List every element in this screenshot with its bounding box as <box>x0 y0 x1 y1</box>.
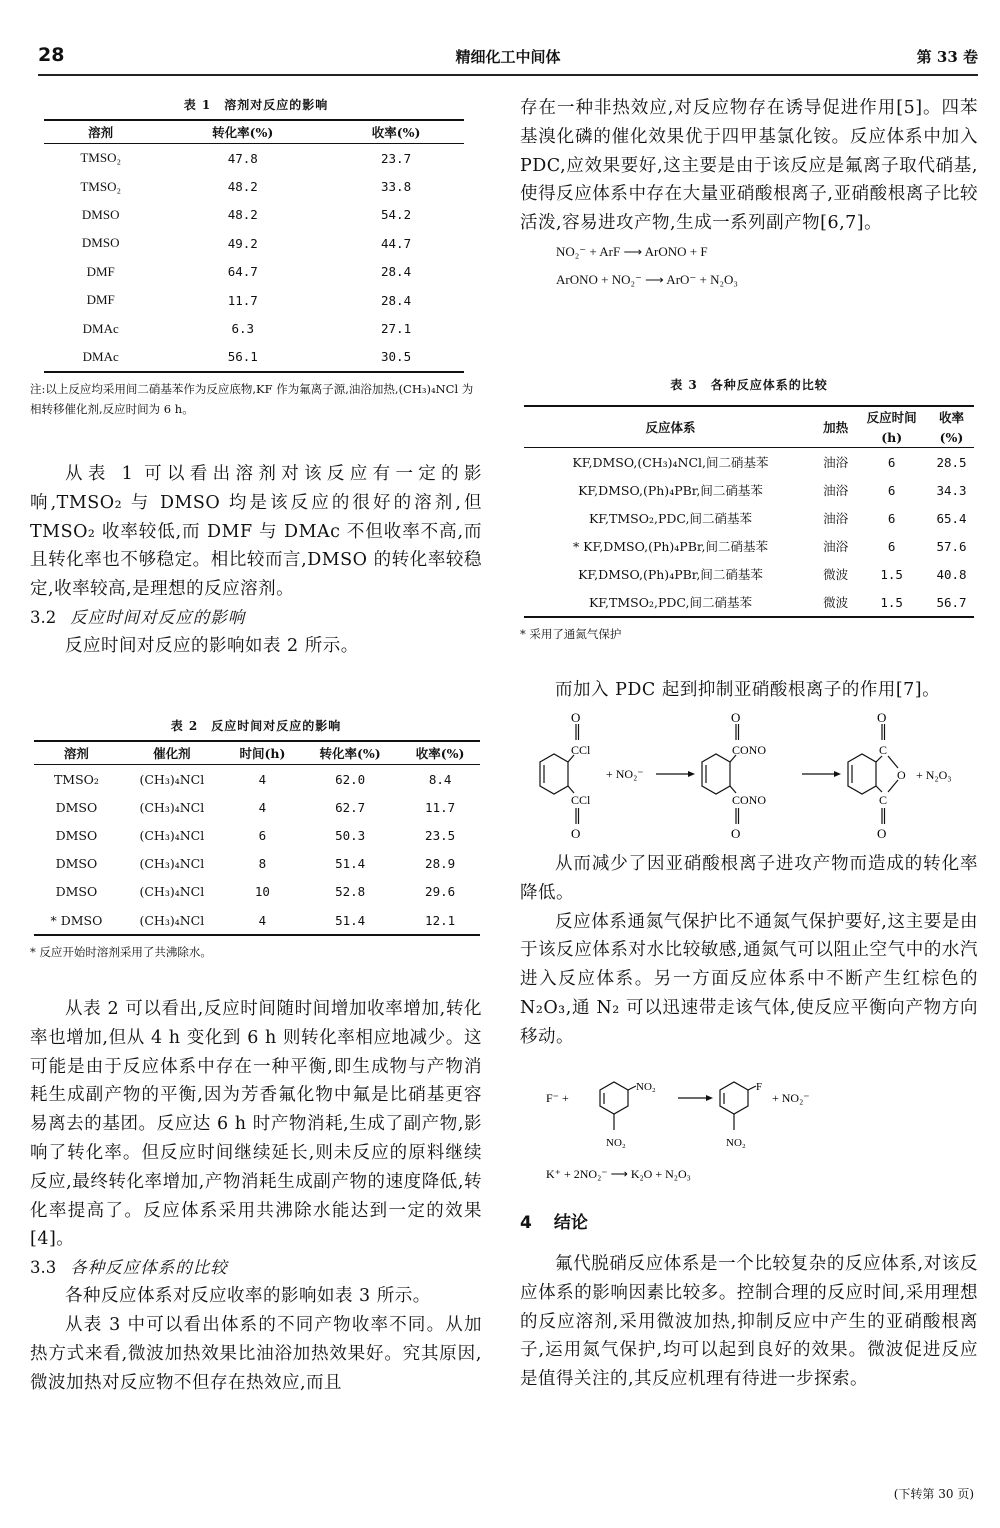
table-cell: KF,DMSO,(CH₃)₄NCl,间二硝基苯 <box>572 455 769 470</box>
table-cell: 23.7 <box>381 150 412 166</box>
equation-3: K⁺ + 2NO₂⁻ ⟶ K₂O + N₂O₃ <box>546 1167 691 1181</box>
table-cell: 6 <box>887 538 896 554</box>
table-cell: 54.2 <box>381 207 412 223</box>
scheme2-f-plus: F⁻ + <box>546 1091 569 1105</box>
table-cell: 油浴 <box>823 511 849 526</box>
table-cell: 40.8 <box>936 566 967 582</box>
section-number: 4 <box>520 1213 532 1233</box>
table3 <box>524 405 974 618</box>
section-title: 各种反应体系的比较 <box>70 1258 228 1278</box>
table3-header: 反应时间 <box>854 406 929 427</box>
table-row <box>524 476 974 504</box>
scheme1-plus-n2o3: + N₂O₃ <box>916 768 952 782</box>
table3-block <box>520 376 978 644</box>
table-cell: 28.4 <box>381 264 412 280</box>
table3-header: 收率 <box>929 406 974 427</box>
reaction-scheme-1 <box>520 712 980 847</box>
table-cell: 28.9 <box>425 856 456 872</box>
table2-header: 溶剂 <box>34 741 119 765</box>
paragraph: 从表 2 可以看出,反应时间随时间增加收率增加,转化率也增加,但从 4 h 变化到 6 h 则转化率相应地减少。这可能是由于反应体系中存在一种平衡,即生成物与产物消耗生成副产物的平衡,因为芳香氟化物中氟是比硝基更容易离去的基团。反应达 6 h 时产物消耗,生成了副产物,影响了转化率。但反应时间继续延长,则未反应的原料继续反应,最终转化率增加,产物消耗生成副产物的速度降低,转化率提高了。反应体系采用共沸除水能达到一定的效果[4]。 <box>30 999 482 1250</box>
table-cell: 微波 <box>817 588 854 617</box>
section-title: 结论 <box>553 1213 588 1233</box>
paragraph: 反应时间对反应的影响如表 2 所示。 <box>65 635 359 656</box>
page-header <box>38 40 978 76</box>
table-cell: 11.7 <box>227 292 258 308</box>
table-cell: 油浴 <box>823 455 849 470</box>
table1 <box>44 119 464 373</box>
table-cell: 47.8 <box>227 150 258 166</box>
table-row <box>44 144 464 173</box>
section-title: 反应时间对反应的影响 <box>70 607 246 627</box>
paragraph: 氟代脱硝反应体系是一个比较复杂的反应体系,对该反应体系的影响因素比较多。控制合理的反应时间,采用理想的反应溶剂,采用微波加热,抑制反应中产生的亚硝酸根离子,运用氮气保护,均可以起到良好的效果。微波促进反应是值得关注的,其反应机理有待进一步探索。 <box>520 1254 978 1390</box>
table-cell: 62.0 <box>335 771 366 787</box>
table-cell: TMSO₂ <box>53 771 99 787</box>
table2 <box>34 740 480 936</box>
paragraph: 而加入 PDC 起到抑制亚硝酸根离子的作用[7]。 <box>555 680 941 700</box>
table-cell: 33.8 <box>381 179 412 195</box>
table-row <box>34 878 480 906</box>
table-row <box>34 821 480 849</box>
table-row <box>524 532 974 560</box>
table2-header: 时间(h) <box>225 741 300 765</box>
table-row <box>44 258 464 286</box>
table-cell: DMSO <box>81 206 120 222</box>
table-cell: 10 <box>254 884 270 900</box>
table-cell: TMSO₂ <box>80 150 122 166</box>
equation-1: NO₂⁻ + ArF ⟶ ArONO + F <box>556 243 708 259</box>
table-cell: * KF,DMSO,(Ph)₄PBr,间二硝基苯 <box>572 539 768 554</box>
scheme1-ring-o: O <box>897 768 906 782</box>
table2-header: 收率(%) <box>400 741 480 765</box>
table-cell: 12.1 <box>400 906 480 935</box>
benzene-ring-4 <box>600 1082 636 1130</box>
benzene-ring-2 <box>702 754 736 794</box>
paragraph: 各种反应体系对反应收率的影响如表 3 所示。 <box>65 1286 431 1307</box>
benzene-ring-3 <box>848 754 898 794</box>
table-cell: TMSO₂ <box>80 178 122 194</box>
table-cell: 28.4 <box>381 292 412 308</box>
table2-caption: 表 2 反应时间对反应的影响 <box>170 719 342 733</box>
section-heading-4 <box>520 1208 978 1233</box>
scheme1-cono-top: CONO <box>732 743 767 757</box>
scheme1-o-top-2: O <box>731 712 741 725</box>
table1-caption: 表 1 溶剂对反应的影响 <box>183 98 329 112</box>
table-cell: KF,TMSO₂,PDC,间二硝基苯 <box>524 588 817 617</box>
table-cell: 油浴 <box>823 539 849 554</box>
table-row <box>44 201 464 229</box>
scheme1-plus-no2: + NO₂⁻ <box>606 767 644 781</box>
table1-note: 注:以上反应均采用间二硝基苯作为反应底物,KF 作为氟离子源,油浴加热,(CH₃)₄NCl 为相转移催化剂,反应时间为 6 h。 <box>30 382 474 417</box>
table-cell: 49.2 <box>227 235 258 251</box>
table-cell: 51.4 <box>335 856 366 872</box>
scheme1-c-bottom: C <box>879 793 888 807</box>
table-cell: 1.5 <box>854 588 929 617</box>
table-cell: DMAc <box>82 320 119 336</box>
scheme2-no2-bottom-right: NO₂ <box>726 1137 746 1149</box>
table-cell: DMF <box>86 292 115 308</box>
table-row <box>44 229 464 257</box>
table-cell: DMSO <box>55 827 98 843</box>
table1-block <box>30 96 482 419</box>
table-cell: 6 <box>258 827 267 843</box>
table-cell: DMF <box>86 263 115 279</box>
table-cell: 6 <box>887 454 896 470</box>
table-cell: DMSO <box>55 884 98 900</box>
table-cell: (CH₃)₄NCl <box>139 827 205 843</box>
table-row <box>34 850 480 878</box>
scheme1-o-top-1: O <box>571 712 581 725</box>
table-cell: 1.5 <box>880 566 903 582</box>
section-number: 3.3 <box>30 1258 57 1278</box>
table-cell: (CH₃)₄NCl <box>139 884 205 900</box>
reaction-scheme-2 <box>540 1080 840 1190</box>
table-cell: 27.1 <box>381 321 412 337</box>
table-cell: KF,DMSO,(Ph)₄PBr,间二硝基苯 <box>578 567 763 582</box>
right-text-block-2 <box>520 676 978 705</box>
table-cell: (CH₃)₄NCl <box>139 799 205 815</box>
table-row <box>44 172 464 200</box>
table-cell: 6 <box>887 510 896 526</box>
table-cell: DMSO <box>55 799 98 815</box>
scheme2-f-right: F <box>756 1081 763 1093</box>
table-cell: 50.3 <box>335 827 366 843</box>
table-row <box>524 588 974 617</box>
table-cell: 62.7 <box>335 799 366 815</box>
table-cell: 4 <box>225 906 300 935</box>
section-heading-3-2 <box>30 604 482 632</box>
paragraph: 从表 1 可以看出溶剂对该反应有一定的影响,TMSO₂ 与 DMSO 均是该反应的很好的溶剂,但 TMSO₂ 收率较低,而 DMF 与 DMAc 不但收率不高,而且转化率也不够稳定。相比较而言,DMSO 的转化率较稳定,收率较高,是理想的反应溶剂。 <box>30 464 482 600</box>
page-number: 28 <box>38 44 65 66</box>
volume-label: 第 33 卷 <box>916 48 978 66</box>
paragraph: 从表 3 中可以看出体系的不同产物收率不同。从加热方式来看,微波加热效果比油浴加热效果好。究其原因,微波加热对反应物不但存在热效应,而且 <box>30 1314 482 1393</box>
table-row <box>524 504 974 532</box>
table1-header: 溶剂 <box>44 120 157 144</box>
table-cell: 11.7 <box>425 799 456 815</box>
table-cell: 64.7 <box>227 264 258 280</box>
paragraph: 从而减少了因亚硝酸根离子进攻产物而造成的转化率降低。 <box>520 854 978 903</box>
benzene-ring-5 <box>720 1082 756 1130</box>
table-cell: 48.2 <box>227 179 258 195</box>
table-cell: 6.3 <box>231 321 255 337</box>
left-text-block-1 <box>30 460 482 661</box>
table-row <box>44 314 464 342</box>
scheme2-no2-top: NO₂ <box>636 1081 656 1093</box>
journal-title: 精细化工中间体 <box>455 48 561 66</box>
table-cell: 4 <box>258 771 267 787</box>
table-row <box>524 448 974 477</box>
scheme1-ccl-top: CCl <box>571 743 591 757</box>
table3-header: 加热 <box>817 406 854 448</box>
table-cell: 48.2 <box>227 207 258 223</box>
scheme1-cono-bottom: CONO <box>732 793 767 807</box>
table-cell: 51.4 <box>300 906 400 935</box>
scheme2-no2-bottom-left: NO₂ <box>606 1137 626 1149</box>
arrow-icon <box>706 1095 713 1101</box>
table-cell: 28.5 <box>936 454 967 470</box>
table-row <box>34 793 480 821</box>
table-cell: 油浴 <box>823 483 849 498</box>
table3-caption: 表 3 各种反应体系的比较 <box>670 378 828 392</box>
section-heading-3-3 <box>30 1254 482 1282</box>
benzene-ring-1 <box>540 754 574 794</box>
equation-2: ArONO + NO₂⁻ ⟶ ArO⁻ + N₂O₃ <box>556 271 738 287</box>
table3-header: 反应体系 <box>524 406 817 448</box>
table1-header: 转化率(%) <box>157 120 328 144</box>
left-text-block-2 <box>30 995 482 1397</box>
table-cell: 6 <box>887 482 896 498</box>
table-cell: 30.5 <box>328 343 464 372</box>
scheme2-plus-no2: + NO₂⁻ <box>772 1091 810 1105</box>
table2-header: 催化剂 <box>119 741 225 765</box>
arrow-icon <box>834 771 841 777</box>
table-row <box>44 286 464 314</box>
table-cell: 56.7 <box>929 588 974 617</box>
table3-unit: (%) <box>929 427 974 448</box>
table2-note: * 反应开始时溶剂采用了共沸除水。 <box>30 945 212 960</box>
scheme1-o-bottom-3: O <box>877 826 887 841</box>
scheme1-c-top: C <box>879 743 888 757</box>
right-text-block-4 <box>520 1250 978 1394</box>
table-cell: 微波 <box>823 567 849 582</box>
table-cell: 23.5 <box>425 827 456 843</box>
table-cell: (CH₃)₄NCl <box>139 856 205 872</box>
table-cell: KF,TMSO₂,PDC,间二硝基苯 <box>588 511 752 526</box>
table-cell: (CH₃)₄NCl <box>119 906 225 935</box>
paragraph: 反应体系通氮气保护比不通氮气保护要好,这主要是由于该反应体系对水比较敏感,通氮气可以阻止空气中的水汽进入反应体系。另一方面反应体系中不断产生红棕色的 N₂O₃,通 N₂ 可以迅速带走该气体,使反应平衡向产物方向移动。 <box>520 911 978 1047</box>
continued-note: (下转第 30 页) <box>893 1487 974 1501</box>
table2-block <box>30 717 482 962</box>
paragraph: 存在一种非热效应,对反应物存在诱导促进作用[5]。四苯基溴化磷的催化效果优于四甲基氯化铵。反应体系中加入 PDC,应效果要好,这主要是由于该反应是氟离子取代硝基,使得反应体系中存在大量亚硝酸根离子,亚硝酸根离子比较活泼,容易进攻产物,生成一系列副产物[6,7]。 <box>520 98 978 234</box>
table-cell: 4 <box>258 799 267 815</box>
table-cell: DMAc <box>44 343 157 372</box>
right-text-block-1 <box>520 94 978 292</box>
table-cell: 44.7 <box>381 235 412 251</box>
table2-header: 转化率(%) <box>300 741 400 765</box>
table-cell: 65.4 <box>936 510 967 526</box>
table-row <box>34 906 480 935</box>
table-row <box>44 343 464 372</box>
scheme1-o-bottom-1: O <box>571 826 581 841</box>
table-cell: DMSO <box>81 235 120 251</box>
table-cell: (CH₃)₄NCl <box>139 771 205 787</box>
table-cell: 34.3 <box>936 482 967 498</box>
scheme1-o-bottom-2: O <box>731 826 741 841</box>
table-cell: KF,DMSO,(Ph)₄PBr,间二硝基苯 <box>578 483 763 498</box>
table-row <box>34 765 480 794</box>
scheme1-ccl-bottom: CCl <box>571 793 591 807</box>
table-cell: 8 <box>258 856 267 872</box>
table-cell: 29.6 <box>425 884 456 900</box>
table-cell: 52.8 <box>335 884 366 900</box>
table-cell: 57.6 <box>936 538 967 554</box>
table-cell: DMSO <box>55 856 98 872</box>
section-number: 3.2 <box>30 607 57 627</box>
table1-header: 收率(%) <box>328 120 464 144</box>
scheme1-o-top-3: O <box>877 712 887 725</box>
right-text-block-3 <box>520 850 978 1052</box>
arrow-icon <box>688 771 695 777</box>
table-cell: 56.1 <box>157 343 328 372</box>
table-cell: * DMSO <box>34 906 119 935</box>
table-row <box>524 560 974 588</box>
table3-unit: (h) <box>854 427 929 448</box>
table-cell: 8.4 <box>428 771 452 787</box>
table3-note: * 采用了通氮气保护 <box>520 627 622 641</box>
